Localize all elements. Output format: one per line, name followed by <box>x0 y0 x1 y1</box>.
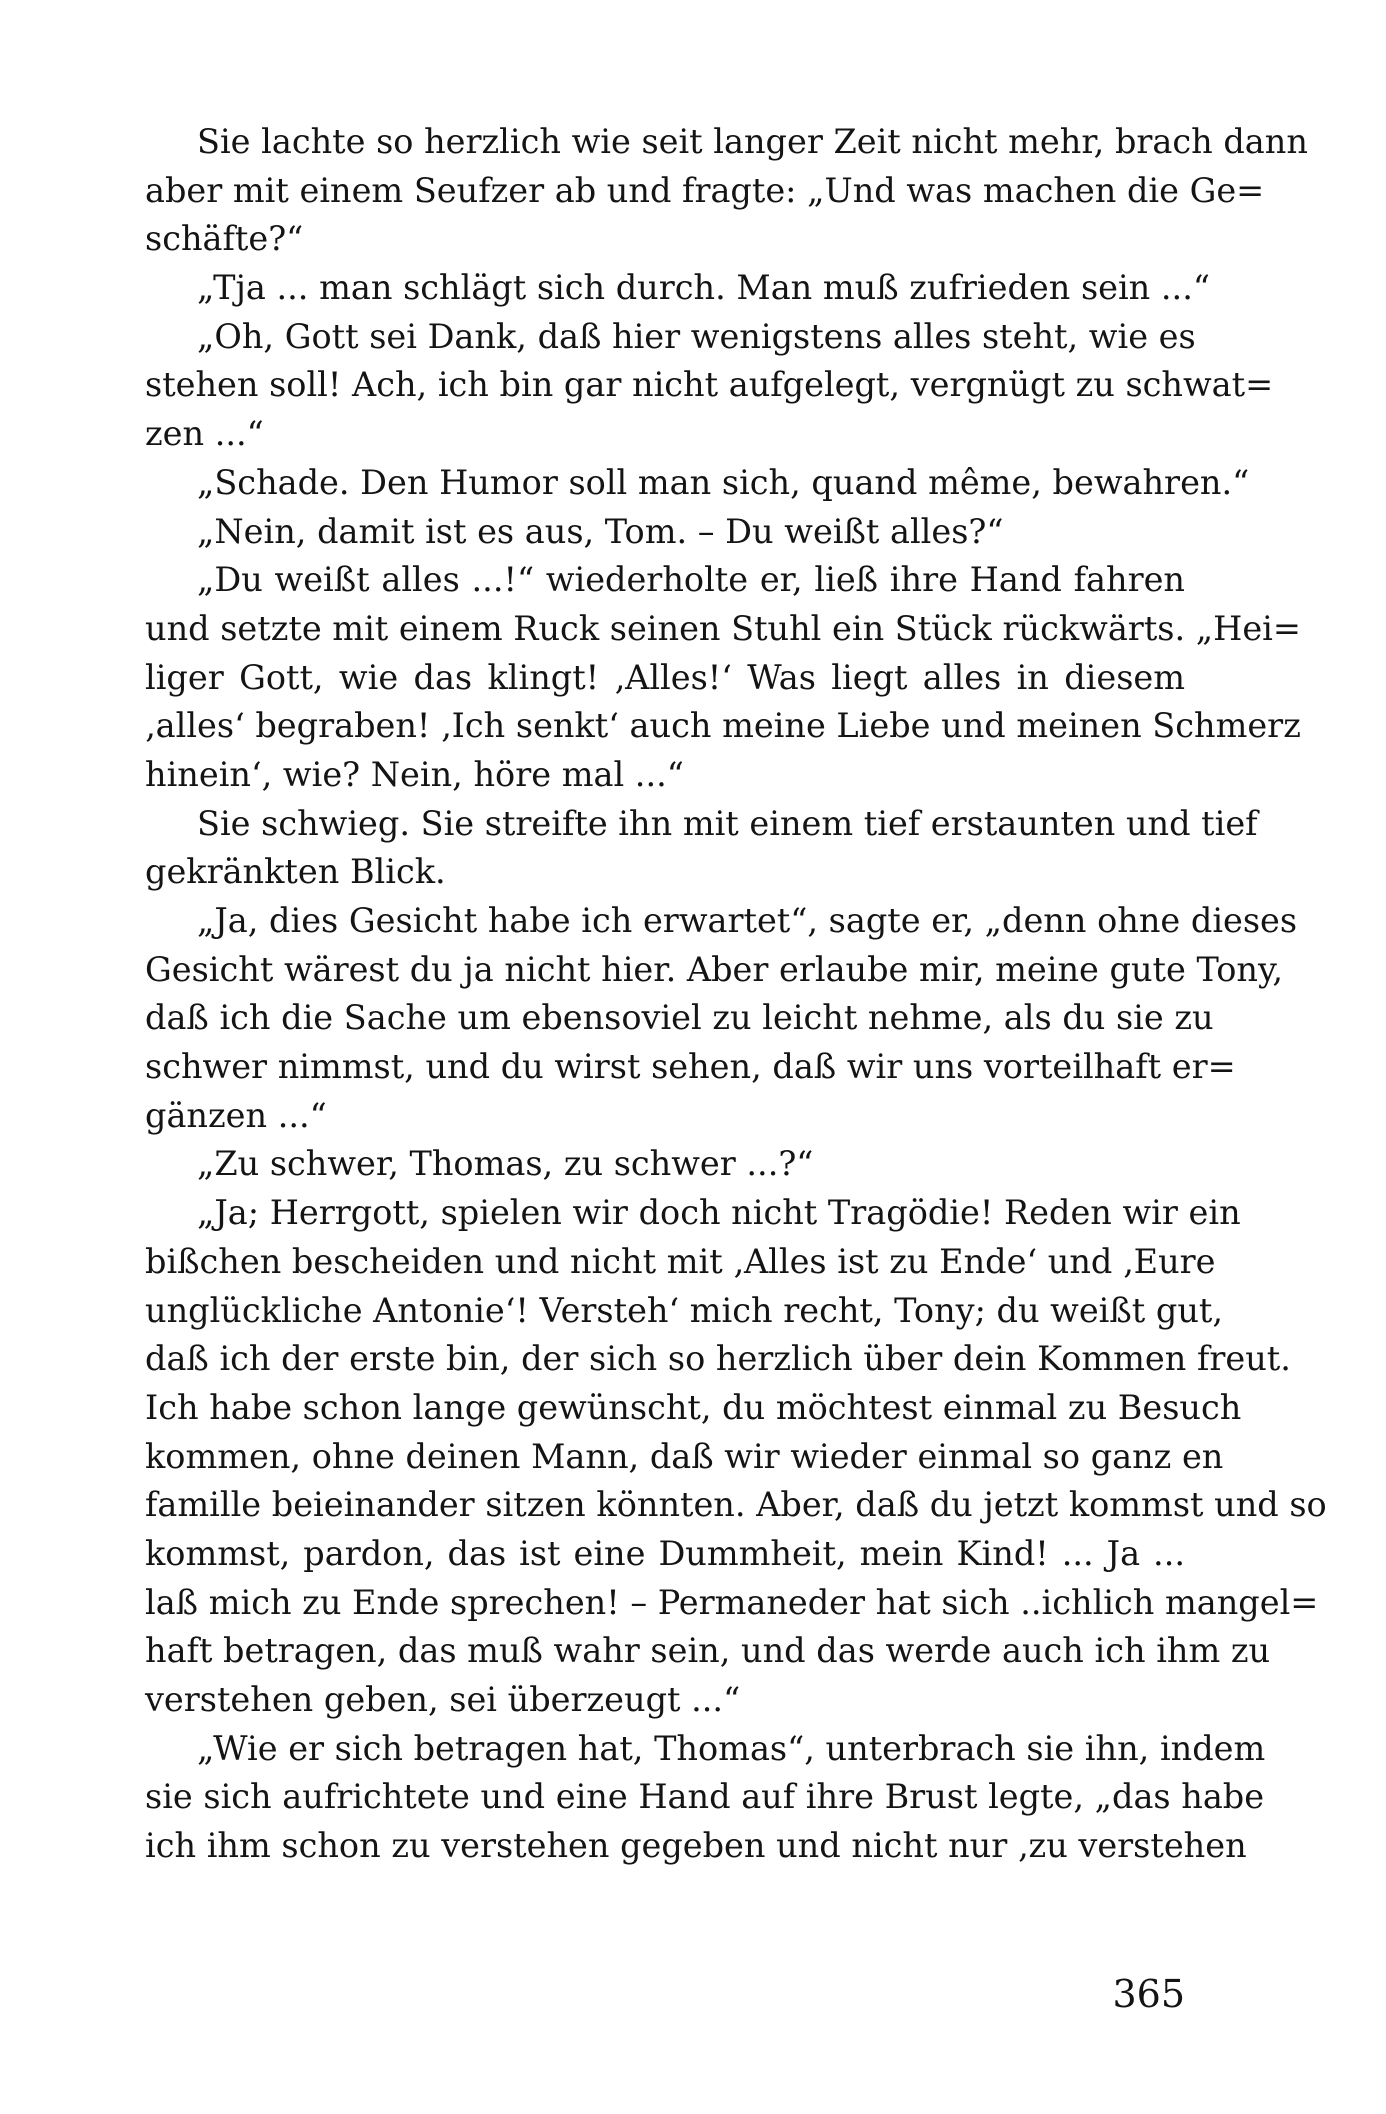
text-line: zen ...“ <box>145 414 264 454</box>
text-line: haft betragen, das muß wahr sein, und das werde auch ich ihm zu <box>145 1631 1271 1671</box>
text-line: schwer nimmst, und du wirst sehen, daß wir uns vorteilhaft er= <box>145 1047 1236 1087</box>
text-line: „Nein, damit ist es aus, Tom. – Du weißt alles?“ <box>197 511 1004 551</box>
text-line: schäfte?“ <box>145 219 304 259</box>
text-line: gänzen ...“ <box>145 1095 327 1135</box>
text-line: laß mich zu Ende sprechen! – Permaneder hat sich ..ichlich mangel= <box>145 1582 1319 1622</box>
text-line: stehen soll! Ach, ich bin gar nicht aufgelegt, vergnügt zu schwat= <box>145 365 1274 405</box>
text-line: kommen, ohne deinen Mann, daß wir wieder einmal so ganz en <box>145 1436 1224 1476</box>
text-line: „Ja, dies Gesicht habe ich erwartet“, sagte er, „denn ohne dieses <box>197 901 1298 940</box>
text-line: kommst, pardon, das ist eine Dummheit, mein Kind! ... Ja ... <box>145 1533 1185 1573</box>
text-line: sie sich aufrichtete und eine Hand auf ihre Brust legte, „das habe <box>145 1777 1265 1817</box>
text-line: verstehen geben, sei überzeugt ...“ <box>145 1680 741 1719</box>
body-text <box>145 118 1327 1871</box>
text-line: und setzte mit einem Ruck seinen Stuhl ein Stück rückwärts. „Hei= <box>145 608 1301 648</box>
text-line: daß ich der erste bin, der sich so herzlich über dein Kommen freut. <box>145 1339 1291 1379</box>
text-line: Gesicht wärest du ja nicht hier. Aber erlaube mir, meine gute Tony, <box>145 949 1284 989</box>
text-line: gekränkten Blick. <box>145 852 446 892</box>
text-line: bißchen bescheiden und nicht mit ‚Alles ist zu Ende‘ und ‚Eure <box>145 1241 1216 1281</box>
text-line: ‚alles‘ begraben! ‚Ich senkt‘ auch meine Liebe und meinen Schmerz <box>145 706 1301 746</box>
text-line: aber mit einem Seufzer ab und fragte: „Und was machen die Ge= <box>145 170 1265 210</box>
text-line: Ich habe schon lange gewünscht, du möchtest einmal zu Besuch <box>145 1387 1242 1427</box>
text-line: liger Gott, wie das klingt! ‚Alles!‘ Was liegt alles in diesem <box>145 657 1185 697</box>
text-line: „Schade. Den Humor soll man sich, quand même, bewahren.“ <box>197 462 1250 502</box>
page-number: 365 <box>1112 1972 1185 2016</box>
text-line: „Zu schwer, Thomas, zu schwer ...?“ <box>197 1144 814 1184</box>
text-line: „Tja ... man schlägt sich durch. Man muß zufrieden sein ...“ <box>197 268 1210 308</box>
text-line: „Wie er sich betragen hat, Thomas“, unterbrach sie ihn, indem <box>197 1728 1266 1768</box>
text-line: daß ich die Sache um ebensoviel zu leicht nehme, als du sie zu <box>145 998 1214 1038</box>
text-line: „Ja; Herrgott, spielen wir doch nicht Tragödie! Reden wir ein <box>197 1193 1241 1233</box>
text-line: famille beieinander sitzen könnten. Aber, daß du jetzt kommst und so <box>145 1485 1327 1525</box>
text-line: ich ihm schon zu verstehen gegeben und nicht nur ‚zu verstehen <box>145 1826 1247 1866</box>
text-line: hinein‘, wie? Nein, höre mal ...“ <box>145 754 684 794</box>
text-line: Sie schwieg. Sie streifte ihn mit einem tief erstaunten und tief <box>197 803 1258 843</box>
text-line: Sie lachte so herzlich wie seit langer Zeit nicht mehr, brach dann <box>197 122 1308 161</box>
text-line: „Du weißt alles ...!“ wiederholte er, ließ ihre Hand fahren <box>197 560 1185 600</box>
text-line: „Oh, Gott sei Dank, daß hier wenigstens alles steht, wie es <box>197 316 1196 356</box>
text-line: unglückliche Antonie‘! Versteh‘ mich recht, Tony; du weißt gut, <box>145 1290 1224 1330</box>
